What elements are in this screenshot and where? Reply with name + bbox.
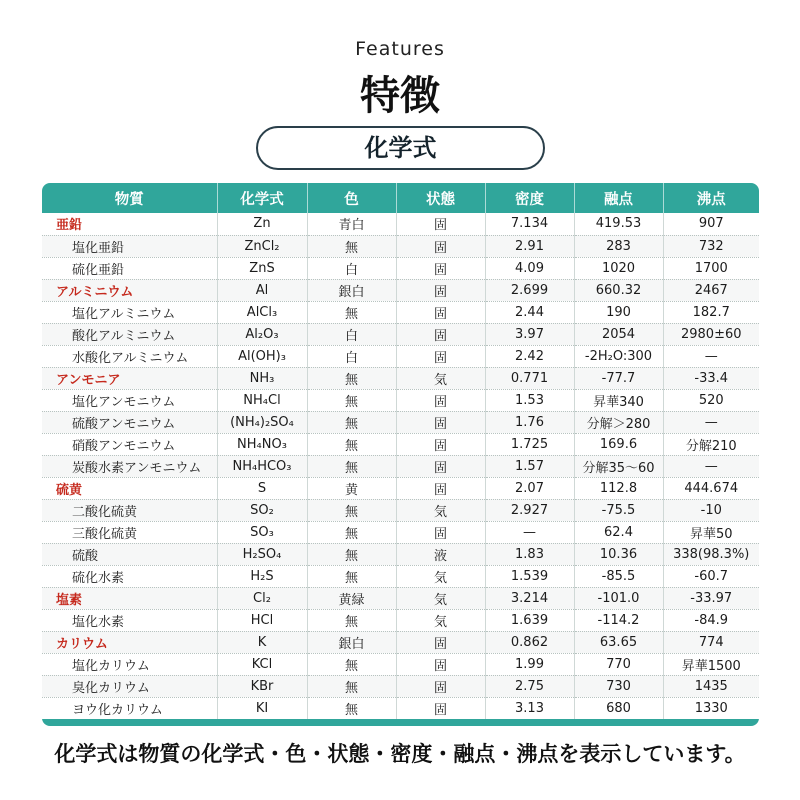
density-cell: 1.57 <box>485 455 574 477</box>
density-cell: — <box>485 521 574 543</box>
formula-cell: KCl <box>217 653 307 675</box>
table-row <box>42 323 759 345</box>
melting-point-cell: -77.7 <box>574 367 663 389</box>
formula-cell: Al(OH)₃ <box>217 345 307 367</box>
density-cell: 0.862 <box>485 631 574 653</box>
formula-cell: KI <box>217 697 307 719</box>
table-row <box>42 257 759 279</box>
col-header-melting-point: 融点 <box>574 183 663 213</box>
color-cell: 無 <box>307 455 396 477</box>
substance-cell: 塩素 <box>42 587 217 609</box>
state-cell: 固 <box>396 521 485 543</box>
formula-cell: Zn <box>217 213 307 235</box>
melting-point-cell: -75.5 <box>574 499 663 521</box>
density-cell: 1.53 <box>485 389 574 411</box>
substance-cell: 硝酸アンモニウム <box>42 433 217 455</box>
state-cell: 固 <box>396 411 485 433</box>
boiling-point-cell: 2467 <box>663 279 759 301</box>
boiling-point-cell: -33.4 <box>663 367 759 389</box>
melting-point-cell: 680 <box>574 697 663 719</box>
melting-point-cell: 169.6 <box>574 433 663 455</box>
table-row <box>42 455 759 477</box>
melting-point-cell: 10.36 <box>574 543 663 565</box>
state-cell: 固 <box>396 279 485 301</box>
table-row <box>42 521 759 543</box>
density-cell: 2.75 <box>485 675 574 697</box>
formula-cell: S <box>217 477 307 499</box>
boiling-point-cell: 774 <box>663 631 759 653</box>
melting-point-cell: 419.53 <box>574 213 663 235</box>
page-title: 特徴 <box>360 73 440 119</box>
melting-point-cell: 660.32 <box>574 279 663 301</box>
substance-cell: 三酸化硫黄 <box>42 521 217 543</box>
formula-cell: Cl₂ <box>217 587 307 609</box>
melting-point-cell: 730 <box>574 675 663 697</box>
category-row <box>42 213 759 235</box>
melting-point-cell: 190 <box>574 301 663 323</box>
category-row <box>42 477 759 499</box>
density-cell: 7.134 <box>485 213 574 235</box>
color-cell: 無 <box>307 609 396 631</box>
substance-cell: 塩化アルミニウム <box>42 301 217 323</box>
state-cell: 気 <box>396 565 485 587</box>
color-cell: 銀白 <box>307 631 396 653</box>
boiling-point-cell: — <box>663 411 759 433</box>
col-header-density: 密度 <box>485 183 574 213</box>
density-cell: 3.97 <box>485 323 574 345</box>
table-row <box>42 565 759 587</box>
density-cell: 0.771 <box>485 367 574 389</box>
state-cell: 固 <box>396 675 485 697</box>
density-cell: 2.42 <box>485 345 574 367</box>
melting-point-cell: -114.2 <box>574 609 663 631</box>
melting-point-cell: 770 <box>574 653 663 675</box>
boiling-point-cell: 338(98.3%) <box>663 543 759 565</box>
table-row <box>42 499 759 521</box>
boiling-point-cell: 昇華1500 <box>663 653 759 675</box>
state-cell: 固 <box>396 345 485 367</box>
state-cell: 気 <box>396 587 485 609</box>
formula-cell: (NH₄)₂SO₄ <box>217 411 307 433</box>
substance-cell: 二酸化硫黄 <box>42 499 217 521</box>
substance-cell: 塩化アンモニウム <box>42 389 217 411</box>
table-row <box>42 389 759 411</box>
category-row <box>42 279 759 301</box>
formula-cell: AlCl₃ <box>217 301 307 323</box>
color-cell: 無 <box>307 235 396 257</box>
table-row <box>42 653 759 675</box>
state-cell: 固 <box>396 301 485 323</box>
melting-point-cell: 63.65 <box>574 631 663 653</box>
table-row <box>42 543 759 565</box>
boiling-point-cell: 1435 <box>663 675 759 697</box>
formula-cell: NH₄Cl <box>217 389 307 411</box>
color-cell: 銀白 <box>307 279 396 301</box>
substance-cell: 亜鉛 <box>42 213 217 235</box>
state-cell: 固 <box>396 653 485 675</box>
boiling-point-cell: 昇華50 <box>663 521 759 543</box>
col-header-boiling-point: 沸点 <box>696 191 726 208</box>
formula-cell: NH₃ <box>217 367 307 389</box>
formula-cell: NH₄NO₃ <box>217 433 307 455</box>
color-cell: 黄緑 <box>307 587 396 609</box>
density-cell: 2.07 <box>485 477 574 499</box>
color-cell: 黄 <box>307 477 396 499</box>
substance-cell: 臭化カリウム <box>42 675 217 697</box>
boiling-point-cell: 732 <box>663 235 759 257</box>
boiling-point-cell: 1330 <box>663 697 759 719</box>
substance-cell: 塩化水素 <box>42 609 217 631</box>
state-cell: 固 <box>396 697 485 719</box>
formula-cell: SO₃ <box>217 521 307 543</box>
color-cell: 無 <box>307 543 396 565</box>
substance-cell: 塩化亜鉛 <box>42 235 217 257</box>
density-cell: 3.13 <box>485 697 574 719</box>
boiling-point-cell: — <box>663 455 759 477</box>
substance-cell: 酸化アルミニウム <box>42 323 217 345</box>
melting-point-cell: -2H₂O:300 <box>574 345 663 367</box>
melting-point-cell: 昇華340 <box>574 389 663 411</box>
formula-cell: K <box>217 631 307 653</box>
formula-cell: SO₂ <box>217 499 307 521</box>
boiling-point-cell: 444.674 <box>663 477 759 499</box>
state-cell: 気 <box>396 499 485 521</box>
melting-point-cell: 62.4 <box>574 521 663 543</box>
color-cell: 無 <box>307 389 396 411</box>
section-pill: 化学式 <box>256 126 545 170</box>
density-cell: 3.214 <box>485 587 574 609</box>
state-cell: 固 <box>396 477 485 499</box>
boiling-point-cell: 182.7 <box>663 301 759 323</box>
table-body <box>42 213 759 719</box>
boiling-point-cell: 520 <box>663 389 759 411</box>
state-cell: 固 <box>396 213 485 235</box>
density-cell: 2.44 <box>485 301 574 323</box>
formula-cell: KBr <box>217 675 307 697</box>
color-cell: 白 <box>307 257 396 279</box>
table-row <box>42 675 759 697</box>
color-cell: 白 <box>307 323 396 345</box>
boiling-point-cell: 907 <box>663 213 759 235</box>
boiling-point-cell: 1700 <box>663 257 759 279</box>
formula-cell: ZnS <box>217 257 307 279</box>
category-row <box>42 587 759 609</box>
table-header-row <box>42 183 759 213</box>
melting-point-cell: 1020 <box>574 257 663 279</box>
table-row <box>42 301 759 323</box>
table-row <box>42 411 759 433</box>
substance-cell: 炭酸水素アンモニウム <box>42 455 217 477</box>
boiling-point-cell: -33.97 <box>663 587 759 609</box>
boiling-point-cell: -84.9 <box>663 609 759 631</box>
color-cell: 無 <box>307 499 396 521</box>
state-cell: 気 <box>396 367 485 389</box>
substance-cell: 硫酸アンモニウム <box>42 411 217 433</box>
state-cell: 固 <box>396 389 485 411</box>
melting-point-cell: 112.8 <box>574 477 663 499</box>
table-row <box>42 345 759 367</box>
boiling-point-cell: 分解210 <box>663 433 759 455</box>
substance-cell: アンモニア <box>42 367 217 389</box>
formula-cell: Al₂O₃ <box>217 323 307 345</box>
table-row <box>42 433 759 455</box>
boiling-point-cell: 2980±60 <box>663 323 759 345</box>
density-cell: 2.699 <box>485 279 574 301</box>
table-row <box>42 697 759 719</box>
color-cell: 青白 <box>307 213 396 235</box>
melting-point-cell: -101.0 <box>574 587 663 609</box>
state-cell: 液 <box>396 543 485 565</box>
formula-cell: ZnCl₂ <box>217 235 307 257</box>
substance-cell: 硫黄 <box>42 477 217 499</box>
formula-cell: Al <box>217 279 307 301</box>
state-cell: 固 <box>396 235 485 257</box>
formula-cell: NH₄HCO₃ <box>217 455 307 477</box>
boiling-point-cell: — <box>663 345 759 367</box>
features-label: Features <box>355 38 445 60</box>
state-cell: 固 <box>396 257 485 279</box>
color-cell: 無 <box>307 565 396 587</box>
substance-cell: 水酸化アルミニウム <box>42 345 217 367</box>
density-cell: 1.725 <box>485 433 574 455</box>
formula-cell: H₂S <box>217 565 307 587</box>
state-cell: 固 <box>396 323 485 345</box>
color-cell: 無 <box>307 433 396 455</box>
density-cell: 1.639 <box>485 609 574 631</box>
color-cell: 無 <box>307 653 396 675</box>
color-cell: 無 <box>307 301 396 323</box>
boiling-point-cell: -60.7 <box>663 565 759 587</box>
substance-cell: 硫化亜鉛 <box>42 257 217 279</box>
col-header-substance: 物質 <box>42 183 217 213</box>
formula-cell: H₂SO₄ <box>217 543 307 565</box>
color-cell: 無 <box>307 367 396 389</box>
color-cell: 無 <box>307 697 396 719</box>
substance-cell: 硫酸 <box>42 543 217 565</box>
melting-point-cell: 2054 <box>574 323 663 345</box>
caption-text: 化学式は物質の化学式・色・状態・密度・融点・沸点を表示しています。 <box>54 742 746 766</box>
chemical-table <box>42 183 759 719</box>
melting-point-cell: 283 <box>574 235 663 257</box>
density-cell: 4.09 <box>485 257 574 279</box>
state-cell: 気 <box>396 609 485 631</box>
melting-point-cell: -85.5 <box>574 565 663 587</box>
col-header-state: 状態 <box>396 183 485 213</box>
col-header-color: 色 <box>307 183 396 213</box>
category-row <box>42 367 759 389</box>
density-cell: 2.91 <box>485 235 574 257</box>
table-row <box>42 235 759 257</box>
table-row <box>42 609 759 631</box>
boiling-point-cell: -10 <box>663 499 759 521</box>
melting-point-cell: 分解35～60 <box>574 455 663 477</box>
melting-point-cell: 分解＞280 <box>574 411 663 433</box>
color-cell: 無 <box>307 411 396 433</box>
formula-cell: HCl <box>217 609 307 631</box>
substance-cell: アルミニウム <box>42 279 217 301</box>
substance-cell: ヨウ化カリウム <box>42 697 217 719</box>
density-cell: 2.927 <box>485 499 574 521</box>
color-cell: 無 <box>307 521 396 543</box>
color-cell: 白 <box>307 345 396 367</box>
state-cell: 固 <box>396 455 485 477</box>
state-cell: 固 <box>396 433 485 455</box>
category-row <box>42 631 759 653</box>
density-cell: 1.539 <box>485 565 574 587</box>
substance-cell: カリウム <box>42 631 217 653</box>
density-cell: 1.76 <box>485 411 574 433</box>
col-header-formula: 化学式 <box>217 183 307 213</box>
substance-cell: 硫化水素 <box>42 565 217 587</box>
substance-cell: 塩化カリウム <box>42 653 217 675</box>
color-cell: 無 <box>307 675 396 697</box>
density-cell: 1.83 <box>485 543 574 565</box>
density-cell: 1.99 <box>485 653 574 675</box>
state-cell: 固 <box>396 631 485 653</box>
